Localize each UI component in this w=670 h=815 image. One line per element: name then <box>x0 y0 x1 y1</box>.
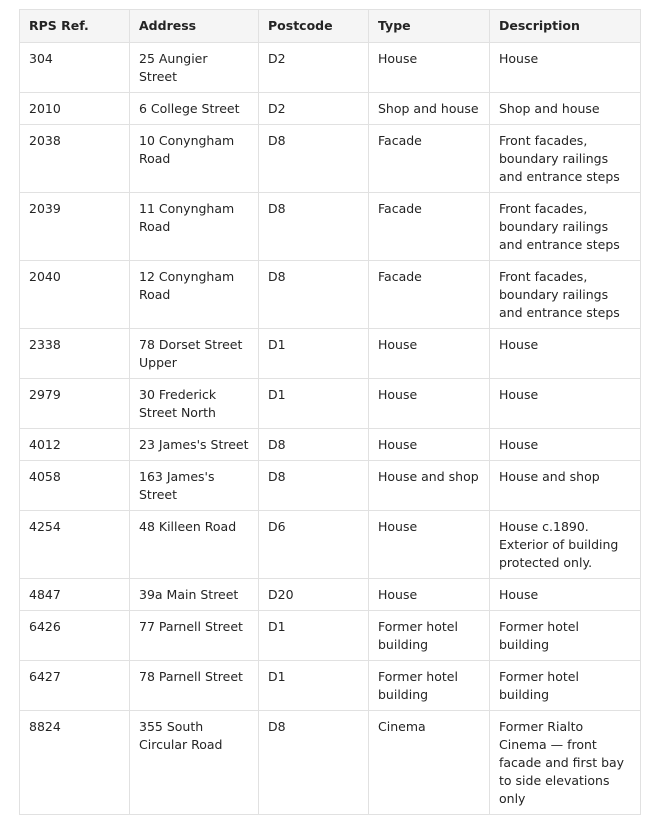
header-rps-ref: RPS Ref. <box>20 10 130 43</box>
table-row <box>20 125 641 193</box>
cell-rps-ref: 2979 <box>20 379 130 429</box>
cell-type: House <box>369 43 490 93</box>
cell-postcode: D8 <box>259 261 369 329</box>
cell-type: Former hotel building <box>369 611 490 661</box>
cell-address: 25 Aungier Street <box>130 43 259 93</box>
cell-type: Facade <box>369 193 490 261</box>
table-row <box>20 379 641 429</box>
cell-type: Facade <box>369 125 490 193</box>
cell-type: House <box>369 379 490 429</box>
cell-address: 11 Conyngham Road <box>130 193 259 261</box>
cell-postcode: D1 <box>259 379 369 429</box>
cell-rps-ref: 8824 <box>20 711 130 815</box>
cell-address: 6 College Street <box>130 93 259 125</box>
cell-type: House <box>369 579 490 611</box>
cell-description: Front facades, boundary railings and entrance steps <box>490 193 641 261</box>
cell-description: House <box>490 429 641 461</box>
table-row <box>20 43 641 93</box>
cell-type: House and shop <box>369 461 490 511</box>
table-row <box>20 261 641 329</box>
cell-postcode: D1 <box>259 329 369 379</box>
cell-type: House <box>369 511 490 579</box>
cell-description: Front facades, boundary railings and entrance steps <box>490 261 641 329</box>
header-description: Description <box>490 10 641 43</box>
header-postcode: Postcode <box>259 10 369 43</box>
cell-postcode: D20 <box>259 579 369 611</box>
cell-description: Former hotel building <box>490 611 641 661</box>
cell-type: Facade <box>369 261 490 329</box>
cell-description: House c.1890. Exterior of building protected only. <box>490 511 641 579</box>
cell-address: 39a Main Street <box>130 579 259 611</box>
cell-rps-ref: 6427 <box>20 661 130 711</box>
table-row <box>20 329 641 379</box>
cell-postcode: D2 <box>259 93 369 125</box>
cell-address: 48 Killeen Road <box>130 511 259 579</box>
cell-description: House and shop <box>490 461 641 511</box>
cell-address: 23 James's Street <box>130 429 259 461</box>
table-row <box>20 711 641 815</box>
cell-rps-ref: 4254 <box>20 511 130 579</box>
table-row <box>20 611 641 661</box>
table-row <box>20 193 641 261</box>
cell-postcode: D1 <box>259 661 369 711</box>
cell-address: 12 Conyngham Road <box>130 261 259 329</box>
cell-rps-ref: 2039 <box>20 193 130 261</box>
cell-postcode: D2 <box>259 43 369 93</box>
table-row <box>20 511 641 579</box>
cell-address: 10 Conyngham Road <box>130 125 259 193</box>
cell-address: 77 Parnell Street <box>130 611 259 661</box>
table-row <box>20 661 641 711</box>
cell-rps-ref: 2038 <box>20 125 130 193</box>
cell-description: Former hotel building <box>490 661 641 711</box>
table-row <box>20 93 641 125</box>
cell-type: House <box>369 429 490 461</box>
table-row <box>20 461 641 511</box>
cell-postcode: D8 <box>259 461 369 511</box>
cell-rps-ref: 2010 <box>20 93 130 125</box>
cell-address: 163 James's Street <box>130 461 259 511</box>
table-body <box>20 43 641 815</box>
cell-rps-ref: 2338 <box>20 329 130 379</box>
cell-type: Shop and house <box>369 93 490 125</box>
cell-type: Cinema <box>369 711 490 815</box>
cell-postcode: D1 <box>259 611 369 661</box>
table-header-row <box>20 10 641 43</box>
protected-structures-table <box>19 9 641 815</box>
cell-address: 355 South Circular Road <box>130 711 259 815</box>
cell-postcode: D8 <box>259 711 369 815</box>
cell-description: Front facades, boundary railings and entrance steps <box>490 125 641 193</box>
cell-rps-ref: 4847 <box>20 579 130 611</box>
cell-description: Former Rialto Cinema — front facade and first bay to side elevations only <box>490 711 641 815</box>
cell-rps-ref: 6426 <box>20 611 130 661</box>
cell-postcode: D8 <box>259 193 369 261</box>
cell-address: 30 Frederick Street North <box>130 379 259 429</box>
cell-rps-ref: 4058 <box>20 461 130 511</box>
cell-postcode: D6 <box>259 511 369 579</box>
cell-postcode: D8 <box>259 125 369 193</box>
cell-description: House <box>490 379 641 429</box>
cell-description: House <box>490 329 641 379</box>
cell-address: 78 Dorset Street Upper <box>130 329 259 379</box>
table-row <box>20 429 641 461</box>
table-row <box>20 579 641 611</box>
cell-postcode: D8 <box>259 429 369 461</box>
cell-address: 78 Parnell Street <box>130 661 259 711</box>
cell-rps-ref: 4012 <box>20 429 130 461</box>
cell-description: House <box>490 43 641 93</box>
cell-rps-ref: 304 <box>20 43 130 93</box>
cell-type: House <box>369 329 490 379</box>
cell-rps-ref: 2040 <box>20 261 130 329</box>
cell-description: House <box>490 579 641 611</box>
cell-type: Former hotel building <box>369 661 490 711</box>
cell-description: Shop and house <box>490 93 641 125</box>
protected-structures-table-container <box>19 9 640 815</box>
header-address: Address <box>130 10 259 43</box>
header-type: Type <box>369 10 490 43</box>
